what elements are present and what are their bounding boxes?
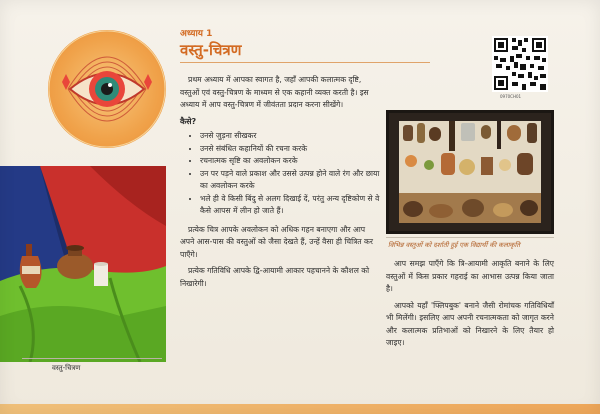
chapter-label: अध्याय 1	[180, 29, 213, 39]
qr-code[interactable]	[492, 36, 548, 92]
body-paragraph-2: प्रत्येक गतिविधि आपके द्वि-आयामी आकार पहचानने के कौशल को निखारेगी।	[180, 266, 370, 288]
qr-code-label: 0970CH01	[500, 94, 522, 99]
eye-emblem-icon	[48, 30, 166, 148]
title-divider	[180, 62, 430, 63]
right-paragraph-1: आप समझ पाएँगे कि त्रि-आयामी आकृति बनाने के लिए वस्तुओं में किस प्रकार गहराई का आभास उत्पन्न किया जाता है।	[386, 259, 554, 293]
student-artwork	[386, 110, 554, 234]
artwork-caption: विभिन्न वस्तुओं को दर्शाती हुई एक विद्यार्थी की कलाकृति	[388, 241, 521, 249]
list-item: • उनसे संबंधित कहानियों की रचना करके	[200, 143, 380, 156]
chapter-emblem	[48, 30, 166, 148]
list-item: • भले ही वे किसी बिंदु से अलग दिखाई दें, परंतु अन्य दृष्टिकोण से वे कैसे आपस में लीन हो जाते हैं।	[200, 193, 380, 218]
main-text-column	[180, 74, 380, 294]
right-text-column	[386, 258, 554, 354]
list-item: • उनसे जुड़ना सीखकर	[200, 130, 380, 143]
still-life-caption: वस्तु-चित्रण	[52, 364, 81, 372]
list-item: • रचनात्मक सृष्टि का अवलोकन करके	[200, 155, 380, 168]
how-list	[180, 130, 380, 218]
list-item: • उन पर पड़ने वाले प्रकाश और उससे उत्पन्न होने वाले रंग और छाया का अवलोकन करके	[200, 168, 380, 193]
artwork-caption-rule	[386, 237, 554, 238]
body-paragraph-1: प्रत्येक चित्र आपके अवलोकन को अधिक गहन बनाएगा और आप अपने आस-पास की वस्तुओं को जैसा देखते हैं, उन्हें वैसा ही चित्रित कर पाएँगे।	[180, 224, 373, 259]
bottom-color-bar	[0, 404, 600, 414]
qr-code-icon	[492, 36, 548, 92]
how-heading: कैसे?	[180, 116, 197, 126]
intro-paragraph: प्रथम अध्याय में आपका स्वागत है, जहाँ आपकी कलात्मक दृष्टि, वस्तुओं एवं वस्तु-चित्रण के माध्यम से एक कहानी व्यक्त करती है। इस अध्याय में आप वस्तु-चित्रण में जीवंतता प्रदान करना सीखेंगे।	[180, 75, 369, 109]
chapter-title: वस्तु-चित्रण	[180, 41, 242, 59]
right-paragraph-2: आपको यहाँ 'फ्लिपबुक' बनाने जैसी रोमांचक गतिविधियाँ भी मिलेंगी। इसलिए आप अपनी रचनात्मकता को जागृत करने और कलात्मक प्रतिभाओं को निखारने के लिए तैयार हो जाइए।	[386, 300, 554, 347]
still-life-photo	[0, 166, 166, 362]
